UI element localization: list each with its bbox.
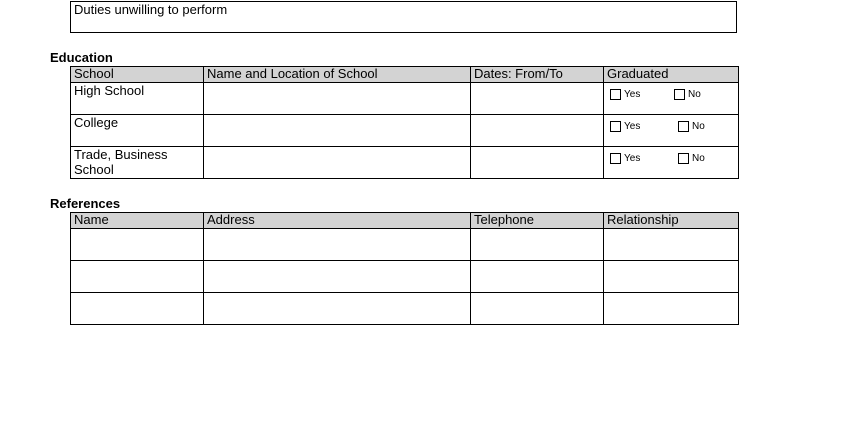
- header-name-location: Name and Location of School: [204, 67, 471, 83]
- header-telephone: Telephone: [471, 213, 604, 229]
- references-title: References: [50, 196, 121, 211]
- header-school: School: [71, 67, 204, 83]
- graduated-cell: [604, 115, 739, 147]
- duties-unwilling-field[interactable]: [70, 1, 737, 33]
- reference-row: [71, 261, 739, 293]
- education-row-high-school: [71, 83, 739, 115]
- school-dates-input[interactable]: [471, 115, 604, 147]
- graduated-yes-checkbox[interactable]: [610, 153, 621, 164]
- reference-telephone-input[interactable]: [471, 261, 604, 293]
- yes-label: Yes: [624, 153, 641, 165]
- header-graduated: Graduated: [604, 67, 739, 83]
- yes-label: Yes: [624, 121, 641, 133]
- school-name-location-input[interactable]: [204, 147, 471, 179]
- school-name-location-input[interactable]: [204, 115, 471, 147]
- reference-telephone-input[interactable]: [471, 229, 604, 261]
- duties-unwilling-label: Duties unwilling to perform: [74, 2, 228, 17]
- school-name-location-input[interactable]: [204, 83, 471, 115]
- header-dates: Dates: From/To: [471, 67, 604, 83]
- reference-address-input[interactable]: [204, 261, 471, 293]
- reference-row: [71, 293, 739, 325]
- header-address: Address: [204, 213, 471, 229]
- reference-relationship-input[interactable]: [604, 293, 739, 325]
- education-row-trade: [71, 147, 739, 179]
- education-row-college: [71, 115, 739, 147]
- header-name: Name: [71, 213, 204, 229]
- graduated-no-checkbox[interactable]: [678, 121, 689, 132]
- no-label: No: [692, 153, 705, 165]
- education-table: [70, 66, 739, 179]
- reference-telephone-input[interactable]: [471, 293, 604, 325]
- school-dates-input[interactable]: [471, 83, 604, 115]
- school-type: High School: [71, 83, 204, 115]
- education-header-row: [71, 67, 739, 83]
- no-label: No: [688, 89, 701, 101]
- reference-row: [71, 229, 739, 261]
- reference-name-input[interactable]: [71, 293, 204, 325]
- school-type: Trade, Business School: [71, 147, 204, 179]
- education-title: Education: [50, 50, 113, 65]
- no-label: No: [692, 121, 705, 133]
- reference-name-input[interactable]: [71, 261, 204, 293]
- yes-label: Yes: [624, 89, 641, 101]
- reference-address-input[interactable]: [204, 293, 471, 325]
- reference-relationship-input[interactable]: [604, 261, 739, 293]
- graduated-yes-checkbox[interactable]: [610, 89, 621, 100]
- graduated-yes-checkbox[interactable]: [610, 121, 621, 132]
- reference-name-input[interactable]: [71, 229, 204, 261]
- reference-relationship-input[interactable]: [604, 229, 739, 261]
- school-type: College: [71, 115, 204, 147]
- header-relationship: Relationship: [604, 213, 739, 229]
- reference-address-input[interactable]: [204, 229, 471, 261]
- graduated-cell: [604, 147, 739, 179]
- school-dates-input[interactable]: [471, 147, 604, 179]
- graduated-cell: [604, 83, 739, 115]
- graduated-no-checkbox[interactable]: [674, 89, 685, 100]
- references-table: [70, 212, 739, 325]
- graduated-no-checkbox[interactable]: [678, 153, 689, 164]
- references-header-row: [71, 213, 739, 229]
